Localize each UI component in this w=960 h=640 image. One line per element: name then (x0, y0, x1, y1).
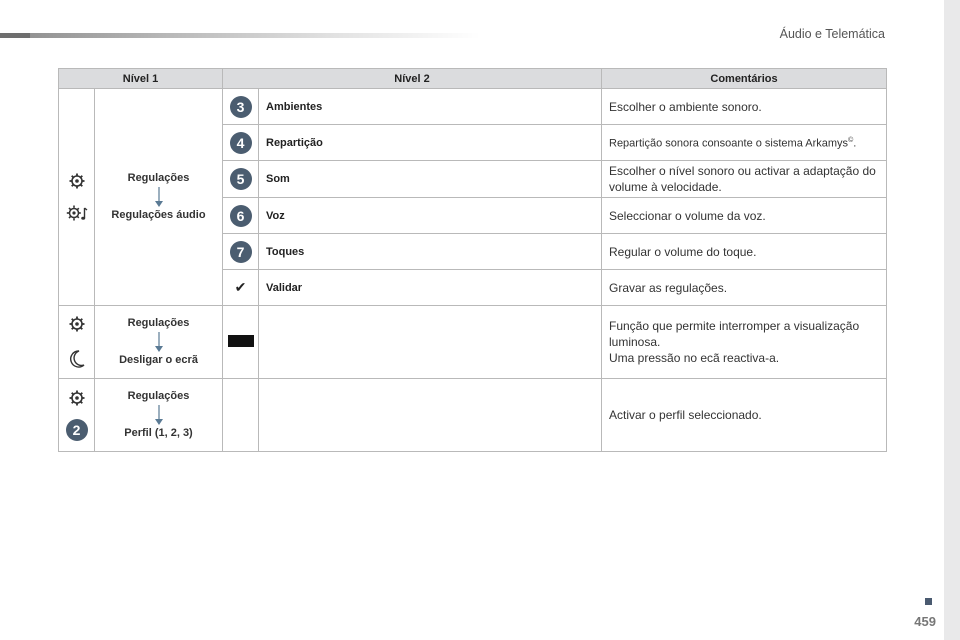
comment-cell: Escolher o nível sonoro ou activar a adaptação do volume à velocidade. (602, 161, 887, 198)
level1-label-bottom: Regulações áudio (111, 209, 206, 221)
comment-cell: Activar o perfil seleccionado. (602, 379, 887, 452)
level1-label-top: Regulações (127, 390, 190, 402)
header-gradient-bar (0, 33, 480, 38)
moon-icon (68, 349, 86, 369)
level1-icons-cell (59, 306, 95, 379)
step-badge-3: 3 (230, 96, 252, 118)
column-header-comments: Comentários (602, 69, 887, 89)
comment-end: . (853, 137, 857, 150)
check-icon: ✔ (234, 279, 247, 295)
level1-label-cell (95, 89, 223, 306)
step-number-cell (223, 234, 259, 270)
comment-cell (602, 306, 887, 379)
step-badge-2: 2 (66, 419, 88, 441)
table-header-row (59, 69, 887, 89)
header-gradient-accent (0, 33, 30, 38)
gear-icon (68, 315, 86, 333)
level2-option: Som (259, 161, 602, 198)
table-row (59, 89, 887, 125)
level1-icons-cell (59, 89, 95, 306)
num-empty-cell (223, 379, 259, 452)
level2-empty-cell (259, 379, 602, 452)
page-number: 459 (914, 614, 936, 629)
step-badge-4: 4 (230, 132, 252, 154)
step-number-cell (223, 161, 259, 198)
comment-text: Repartição sonora consoante o sistema Arkamys (609, 137, 849, 150)
gear-icon (68, 389, 86, 407)
arrow-down-icon (155, 405, 163, 425)
step-number-cell (223, 198, 259, 234)
page-edge-bar (944, 0, 960, 640)
level1-label-bottom: Perfil (1, 2, 3) (124, 427, 193, 439)
step-badge-6: 6 (230, 205, 252, 227)
comment-cell: Regular o volume do toque. (602, 234, 887, 270)
copyright-mark: © (848, 137, 854, 145)
column-header-level1: Nível 1 (59, 69, 223, 89)
comment-cell (602, 125, 887, 161)
step-badge-7: 7 (230, 241, 252, 263)
step-number-cell (223, 270, 259, 306)
comment-cell: Seleccionar o volume da voz. (602, 198, 887, 234)
comment-line: Função que permite interromper a visualização luminosa. (609, 319, 860, 349)
step-number-cell (223, 89, 259, 125)
level1-label-cell (95, 379, 223, 452)
table-row (59, 379, 887, 452)
screen-off-icon-cell (223, 306, 259, 379)
comment-line: Uma pressão no ecã reactiva-a. (609, 351, 780, 365)
level1-label-top: Regulações (127, 317, 190, 329)
level2-option: Toques (259, 234, 602, 270)
gear-icon (68, 172, 86, 190)
level2-option: Ambientes (259, 89, 602, 125)
comment-cell: Gravar as regulações. (602, 270, 887, 306)
level2-option: Voz (259, 198, 602, 234)
section-title: Áudio e Telemática (779, 27, 885, 41)
step-number-cell (223, 125, 259, 161)
level1-label-top: Regulações (127, 172, 190, 184)
comment-cell: Escolher o ambiente sonoro. (602, 89, 887, 125)
column-header-level2: Nível 2 (223, 69, 602, 89)
arrow-down-icon (155, 187, 163, 207)
level2-option: Repartição (259, 125, 602, 161)
level1-icons-cell (59, 379, 95, 452)
level2-empty-cell (259, 306, 602, 379)
step-badge-5: 5 (230, 168, 252, 190)
level1-label-cell (95, 306, 223, 379)
level2-option: Validar (259, 270, 602, 306)
table-row (59, 306, 887, 379)
arrow-down-icon (155, 332, 163, 352)
settings-table (58, 68, 887, 452)
page-marker (925, 598, 932, 605)
gear-music-icon (66, 204, 88, 222)
black-screen-icon (228, 335, 254, 347)
level1-label-bottom: Desligar o ecrã (119, 354, 198, 366)
